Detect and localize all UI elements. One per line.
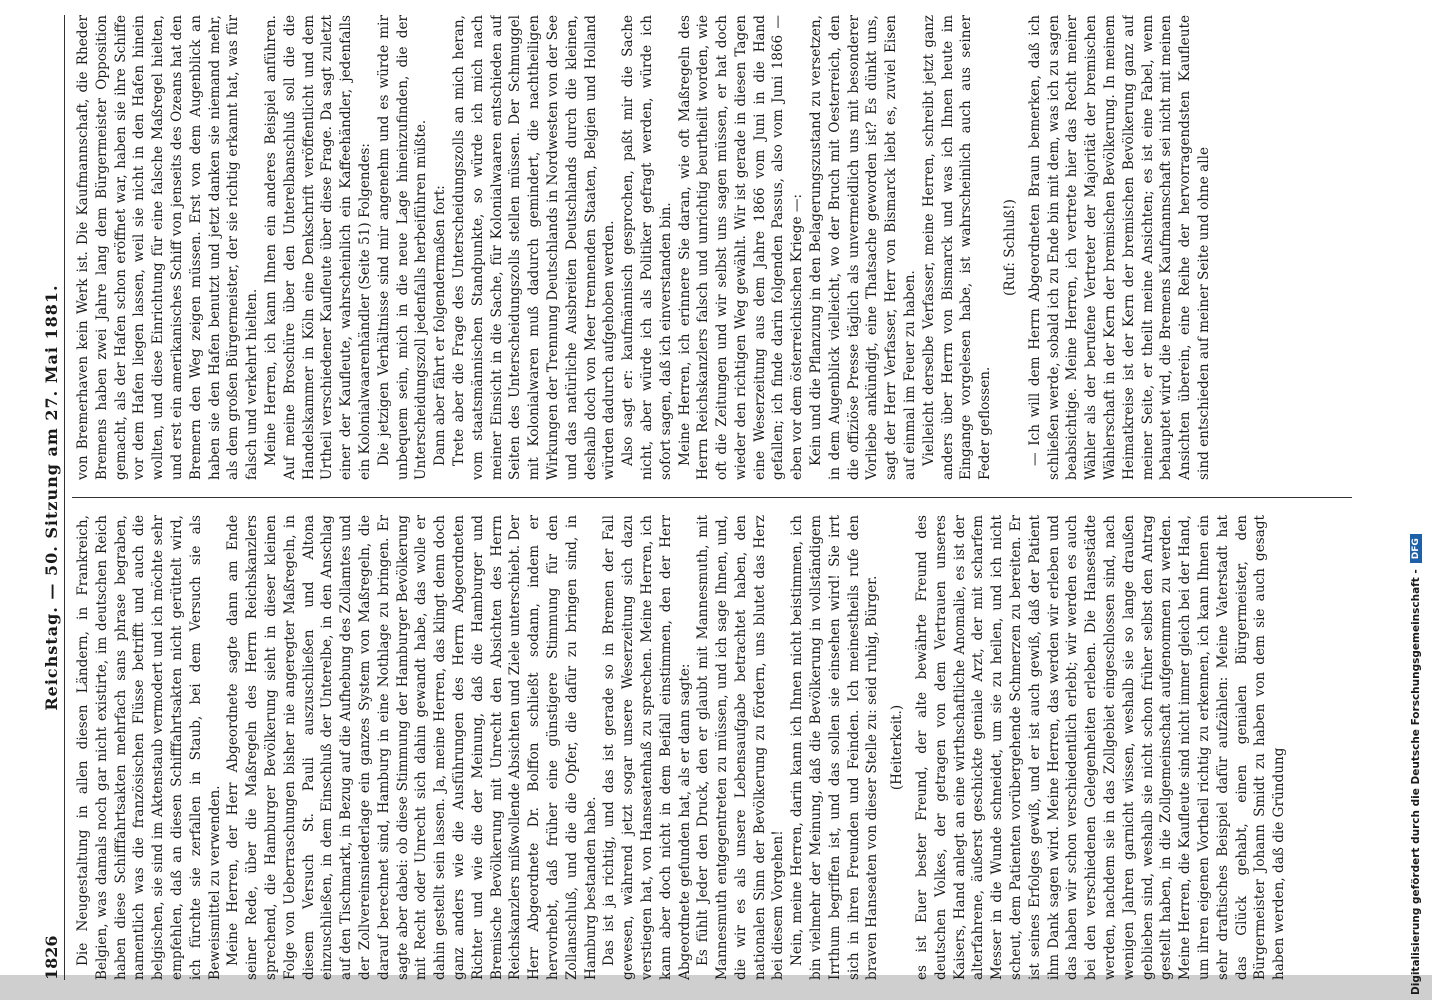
paragraph: Die Neugestaltung in allen diesen Ländern, in Frankreich, Belgien, was damals noch gar nicht existirte, im deutschen Reich haben diese Schifffahrtsakten mehrfach sans phrase begraben, namentlich was die französischen Flüsse betrifft und auch die belgischen, sie sind im Aktenstaub vermodert und ich möchte sehr empfehlen, daß an diesen Schifffahrtsakten nicht gerüttelt wird, ich fürchte sie zerfallen in Staub, bei dem Versuch sie als Beweismittel zu verwenden. [75,515,223,980]
paragraph: Dann aber fährt er folgendermaßen fort: [432,185,449,466]
paragraph: Das ist ja richtig, und das ist gerade so in Bremen der Fall gewesen, während jetzt sogar unsere Weserzeitung sich dazu verstiegen hat, von Hanseatenhaß zu sprechen. Meine Herren, ich kann aber doch nicht in dem Beifall einstimmen, den der Herr Abgeordnete gefunden hat, als er dann sagte: [601,515,693,980]
paragraph: Nein, meine Herren, darin kann ich Ihnen nicht beistimmen, ich bin vielmehr der Meinung, daß die Bevölkerung in vollständigem Irrthum begriffen ist, und das sollen sie einsehen wird! Sie irrt sich in ihren Freunden und Feinden. Ich meinestheils rufe den braven Hanseaten von dieser Stelle zu: seid ruhig, Bürger. [789,515,881,980]
interjection: (Heiterkeit.) [889,704,906,791]
paragraph: — Ich will dem Herrn Abgeordneten Braun bemerken, daß ich schließen werde, sobald ich zu Ende bin mit dem, was ich zu sagen beabsichtige. Meine Herren, ich vertrete hier das Recht meiner Wähler als der berufene Vertreter der Majorität der bremischen Wählerschaft in der Kern der bremischen Bevölkerung. In meinem Heimatkreise ist der Kern der bremischen Bevölkerung ganz auf meiner Seite, er theilt meine Ansichten; es ist eine Fabel, wenn behauptet wird, die Bremens Kaufmannschaft sei nicht mit meinen Ansichten überein, eine Reihe der hervorragendsten Kaufleute sind entschieden auf meiner Seite und ohne alle [1026,15,1213,480]
text-column-right [74,15,1349,480]
interjection: (Ruf: Schluß!) [1002,199,1019,296]
rotated-page [38,15,1356,980]
quote-paragraph: Die jetzigen Verhältnisse sind mir angenehm und es würde mir unbequem sein, mich in die neue Lage hineinzufinden, die der Unterscheidungszoll jedenfalls herbeiführen müßte. [375,15,430,480]
paragraph: Meine Herren, ich erinnere Sie daran, wie oft Maßregeln des Herrn Reichskanzlers falsch und unrichtig beurtheilt worden, wie oft die Zeitungen und wir selbst uns sagen müssen, er hat doch wieder den richtigen Weg gewählt. Wir ist gerade in diesen Tagen eine Weserzeitung aus dem Jahre 1866 vom Juni in die Hand gefallen; ich finde darin folgenden Passus, also vom Juni 1866 — eben vor dem österreichischen Kriege —: [676,15,806,480]
page-header [38,15,65,980]
paragraph: Also sagt er: kaufmännisch gesprochen, paßt mir die Sache nicht, aber würde ich als Politiker gefragt werden, würde ich sofort sagen, daß ich einverstanden bin. [620,15,674,480]
dfg-logo: DFG [1410,534,1422,563]
text-column-left [74,515,1349,980]
paragraph: Meine Herren, der Herr Abgeordnete sagte dann am Ende seiner Rede, über die Maßregeln des Herrn Reichskanzlers sprechend, die Hamburger Bevölkerung sieht in dieser kleinen Folge von Ueberraschungen bisher nie angeregter Maßregeln, in diesem Versuch St. Pauli auszuschließen und Altona einzuschließen, in dem Einschluß der Unterelbe, in den Anschlag auf den Tischmarkt, in Bezug auf die Aufhebung des Zollamtes und der Zollvereinsniederlage ein ganzes System von Maßregeln, die darauf berechnet sind, Hamburg in eine Nothlage zu bringen. Er sagte aber dabei: ob diese Stimmung der Hamburger Bevölkerung mit Recht oder Unrecht sich dahin gewandt habe, das wolle er dahin gestellt sein lassen. Ja, meine Herren, das klingt denn doch ganz anders wie die Ausführungen des Herrn Abgeordneten Richter und wie die der Meinung, daß die Hamburger und Bremische Bevölkerung mit Unrecht den Absichten des Herrn Reichskanzlers mißwollende Absichten und Ziele unterschiebt. Der Herr Abgeordnete Dr. Bolffon schließt sodann, indem er hervorhebt, daß früher eine günstigere Stimmung für den Zollanschluß, und die die Opfer, die dafür zu bringen sind, in Hamburg bestanden habe. [225,515,599,980]
credit-text: Digitalisierung gefördert durch die Deutsche Forschungsgemeinschaft - [1410,569,1422,995]
quote-paragraph: Kein und die Pflanzung in den Belagerungszustand zu versetzen, in dem Augenblick vielleicht, wo der Bruch mit Oesterreich, den die offiziöse Presse täglich als unvermeidlich uns mit besonderer Vorliebe ankündigt, eine Thatsache geworden ist? Es dünkt uns, sagt der Herr Verfasser, Herr von Bismarck liebt es, zuviel Eisen auf einmal im Feuer zu haben. [808,15,919,480]
paragraph: Vielleicht derselbe Verfasser, meine Herren, schreibt jetzt ganz anders über Herrn von Bismarck und was ich Ihnen heute im Eingange vorgelesen habe, ist wahrscheinlich auch aus seiner Feder geflossen. [920,15,994,480]
paragraph: Meine Herren, ich kann Ihnen ein anderes Beispiel anführen. Auf meine Broschüre über den Unterelbanschluß soll die die Handelskammer in Köln eine Denkschrift veröffentlicht und dem Urtheil verschiedener Kaufleute über diese Frage. Da sagt zuletzt einer der Kaufleute, wahrscheinlich ein Kaffeehändler, jedenfalls ein Kolonialwaarenhändler (Seite 51) Folgendes: [262,15,373,480]
digitization-credit [1410,5,1422,995]
page-title: Reichstag. — 50. Sitzung am 27. Mai 1881. [41,284,61,711]
quote-paragraph: Trete aber die Frage des Unterscheidungszolls an mich heran, vom staatsmännischen Standpunkte, so würde ich mich nach meiner Einsicht in die Sache, für Kolonialwaaren entschieden auf Seiten des Unterscheidungszolls stellen müssen. Der Schmuggel mit Kolonialwaren muß dadurch gemindert, die nachtheiligen Wirkungen der Trennung Deutschlands in Nordwesten von der See und das natürliche Ausbreiten Deutschlands durch die kleinen, deshalb doch von Meer trennenden Staaten, Belgien und Holland würden dadurch aufgehoben werden. [450,15,618,480]
quote-paragraph: Es fühlt Jeder den Druck, den er glaubt mit Mannesmuth, mit Mannesmuth entgegentreten zu müssen, und ich sage Ihnen, und, die wir es als unsere Lebensaufgabe betrachtet haben, den nationalen Sinn der Bevölkerung zu fördern, uns blutet das Herz bei diesem Vorgehen! [695,515,787,980]
paragraph: es ist Euer bester Freund, der alte bewährte Freund des deutschen Volkes, der getragen von dem Vertrauen unseres Kaisers, Hand anlegt an eine wirthschaftliche Anomalie, es ist der alterfahrene, äußerst geschickte geniale Arzt, der mit scharfem Messer in die Wunde schneidet, um sie zu heilen, und ich nicht scheut, dem Patienten vorübergehende Schmerzen zu bereiten. Er ist seines Erfolges gewiß, und er ist auch gewiß, daß der Patient ihm Dank sagen wird. Meine Herren, das werden wir erleben und das haben wir schon verschiedentlich erlebt; wir werden es auch bei den verschiedenen Gelegenheiten erleben. Die Hansestädte werden, nachdem sie in das Zollgebiet eingeschlossen sind, nach wenigen Jahren garnicht wissen, weshalb sie so lange draußen geblieben sind, weshalb sie nicht schon früher selbst den Antrag gestellt haben, in die Zollgemeinschaft aufgenommen zu werden. Meine Herren, die Kaufleute sind nicht immer gleich bei der Hand, um ihren eigenen Vortheil richtig zu erkennen, ich kann Ihnen ein sehr draftisches Beispiel dafür aufzählen: Meine Vaterstadt hat das Glück gehabt, einen genialen Bürgermeister, den Bürgermeister Johann Smidt zu haben von dem sie auch gesagt haben werden, daß die Gründung [914,515,1288,980]
paragraph: von Bremerhaven kein Werk ist. Die Kaufmannschaft, die Rheder Bremens haben zwei Jahre lang dem Bürgermeister Opposition gemacht, als der Hafen schon eröffnet war, haben sie ihre Schiffe vor dem Hafen liegen lassen, weil sie nicht in den Hafen hinein wollten, und diese Einrichtung für eine falsche Maßregel hielten, und erst ein amerikanisches Schiff von jenseits des Ozeans hat den Bremern den Weg zeigen müssen. Erst von dem Augenblick an haben sie den Hafen benutzt und jetzt danken sie niemand mehr, als dem großen Bürgermeister, der sie richtig erkannt hat, was für falsch und verkehrt hielten. [75,15,261,480]
page-number: 1826 [41,935,61,980]
column-divider [72,497,1352,498]
